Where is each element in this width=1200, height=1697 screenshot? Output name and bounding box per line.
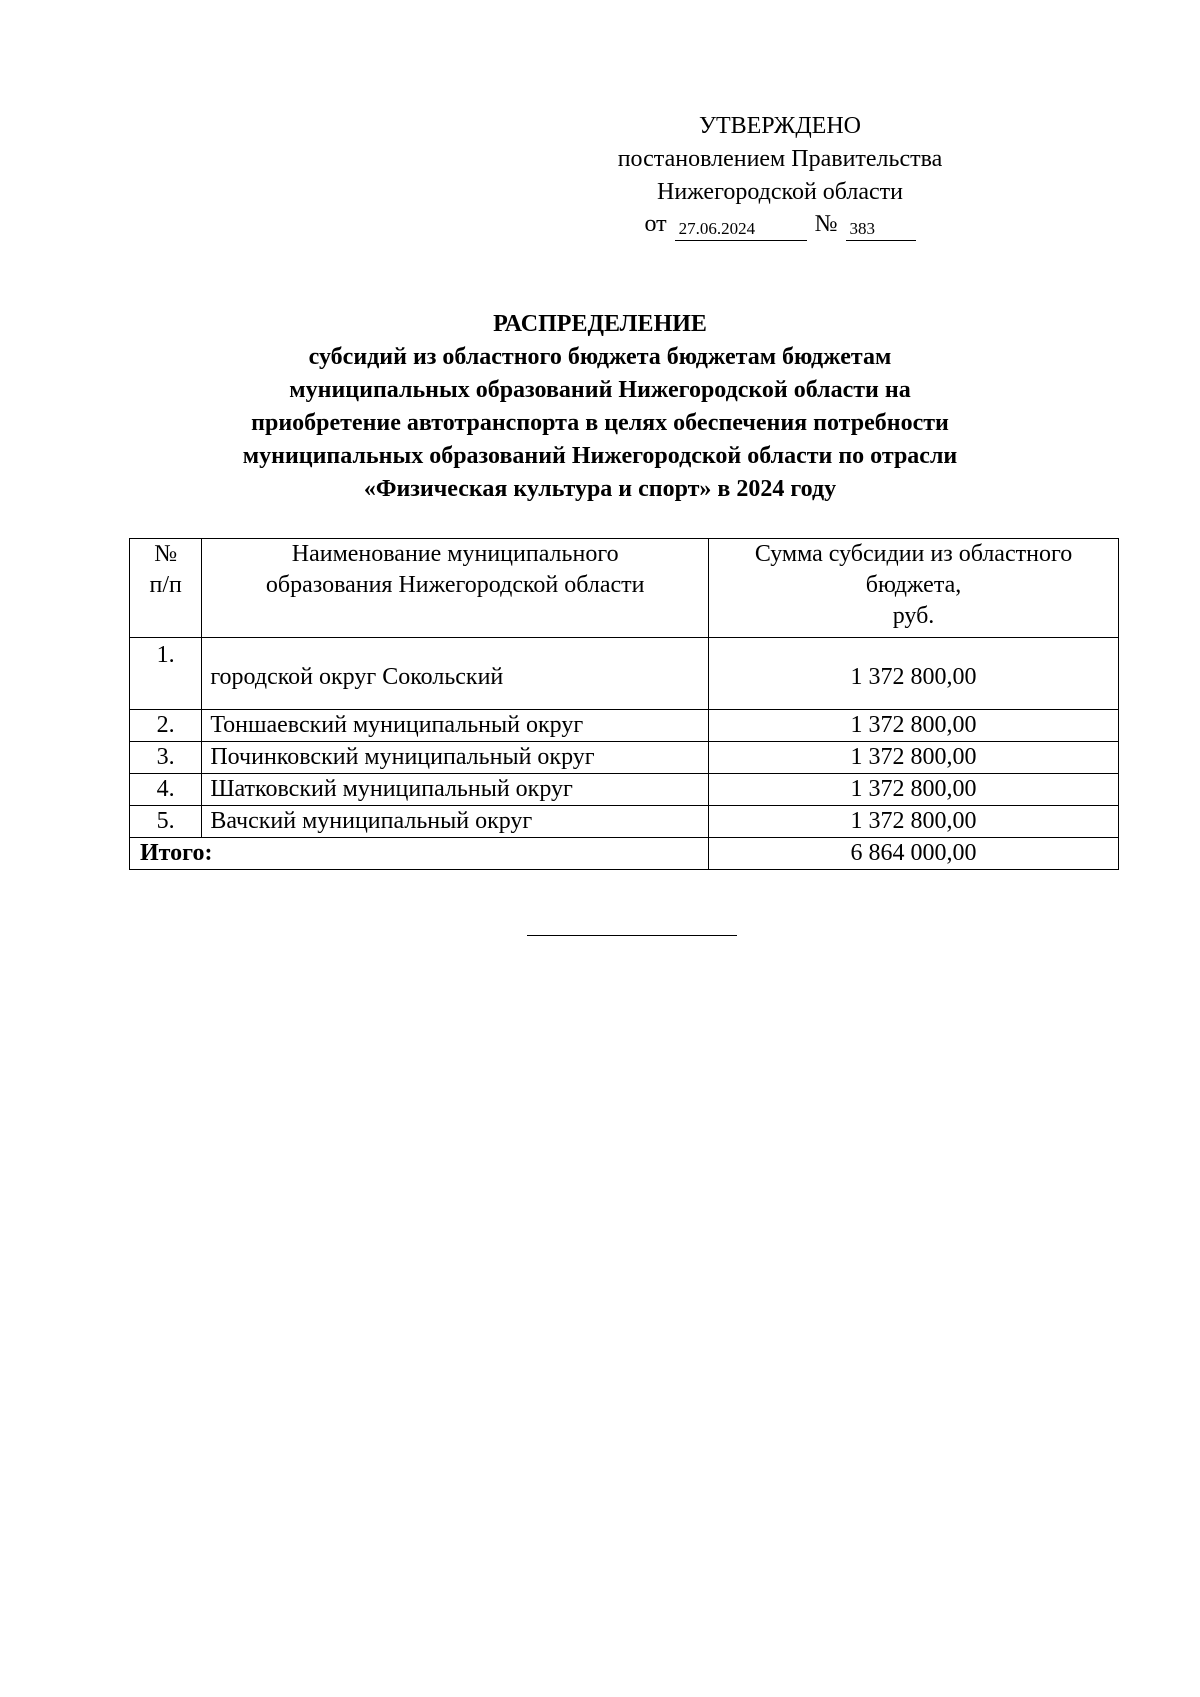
document-title: [150, 308, 1050, 506]
table-row: [130, 710, 1119, 742]
approval-region: Нижегородской области: [656, 179, 904, 205]
header-sum-line-3: руб.: [892, 603, 935, 629]
row-number: 1.: [130, 638, 202, 710]
table-header-row: [130, 539, 1119, 638]
distribution-table: [129, 538, 1119, 870]
from-label: от: [644, 211, 667, 237]
table-row: [130, 806, 1119, 838]
title-line-6: «Физическая культура и спорт» в 2024 году: [363, 476, 837, 502]
row-number: 5.: [130, 806, 202, 838]
approval-number: 383: [846, 218, 916, 241]
header-sum-line-1: Сумма субсидии из областного: [754, 541, 1073, 567]
total-sum: 6 864 000,00: [709, 838, 1119, 870]
row-number: 3.: [130, 742, 202, 774]
title-line-2: субсидий из областного бюджета бюджетам бюджетам: [308, 344, 892, 370]
row-municipality: Шатковский муниципальный округ: [202, 774, 709, 806]
row-sum: 1 372 800,00: [709, 774, 1119, 806]
row-municipality: Вачский муниципальный округ: [202, 806, 709, 838]
row-sum: 1 372 800,00: [709, 710, 1119, 742]
row-municipality: Тоншаевский муниципальный округ: [202, 710, 709, 742]
approval-authority: постановлением Правительства: [617, 146, 943, 172]
approval-heading: УТВЕРЖДЕНО: [698, 113, 862, 139]
header-sum: [709, 539, 1119, 638]
row-municipality: городской округ Сокольский: [202, 638, 709, 710]
row-number: 2.: [130, 710, 202, 742]
header-name-line-1: Наименование муниципального: [291, 541, 619, 567]
title-line-5: муниципальных образований Нижегородской области по отрасли: [242, 443, 958, 469]
row-number: 4.: [130, 774, 202, 806]
closing-rule: [527, 935, 737, 936]
row-municipality: Починковский муниципальный округ: [202, 742, 709, 774]
header-number-line-2: п/п: [149, 572, 182, 598]
total-row: [130, 838, 1119, 870]
title-line-3: муниципальных образований Нижегородской области на: [289, 377, 911, 403]
total-label: Итого:: [130, 838, 709, 870]
header-number: [130, 539, 202, 638]
header-name: [202, 539, 709, 638]
header-sum-line-2: бюджета,: [865, 572, 962, 598]
approval-date-line: [570, 208, 990, 241]
title-line-1: РАСПРЕДЕЛЕНИЕ: [493, 311, 707, 337]
table-row: [130, 638, 1119, 710]
approval-stamp: [570, 110, 990, 241]
table-row: [130, 742, 1119, 774]
approval-date: 27.06.2024: [675, 218, 807, 241]
header-name-line-2: образования Нижегородской области: [265, 572, 645, 598]
title-line-4: приобретение автотранспорта в целях обеспечения потребности: [251, 410, 949, 436]
number-label: №: [814, 211, 838, 237]
row-sum: 1 372 800,00: [709, 638, 1119, 710]
row-sum: 1 372 800,00: [709, 742, 1119, 774]
header-number-line-1: №: [154, 541, 178, 567]
table-row: [130, 774, 1119, 806]
row-sum: 1 372 800,00: [709, 806, 1119, 838]
